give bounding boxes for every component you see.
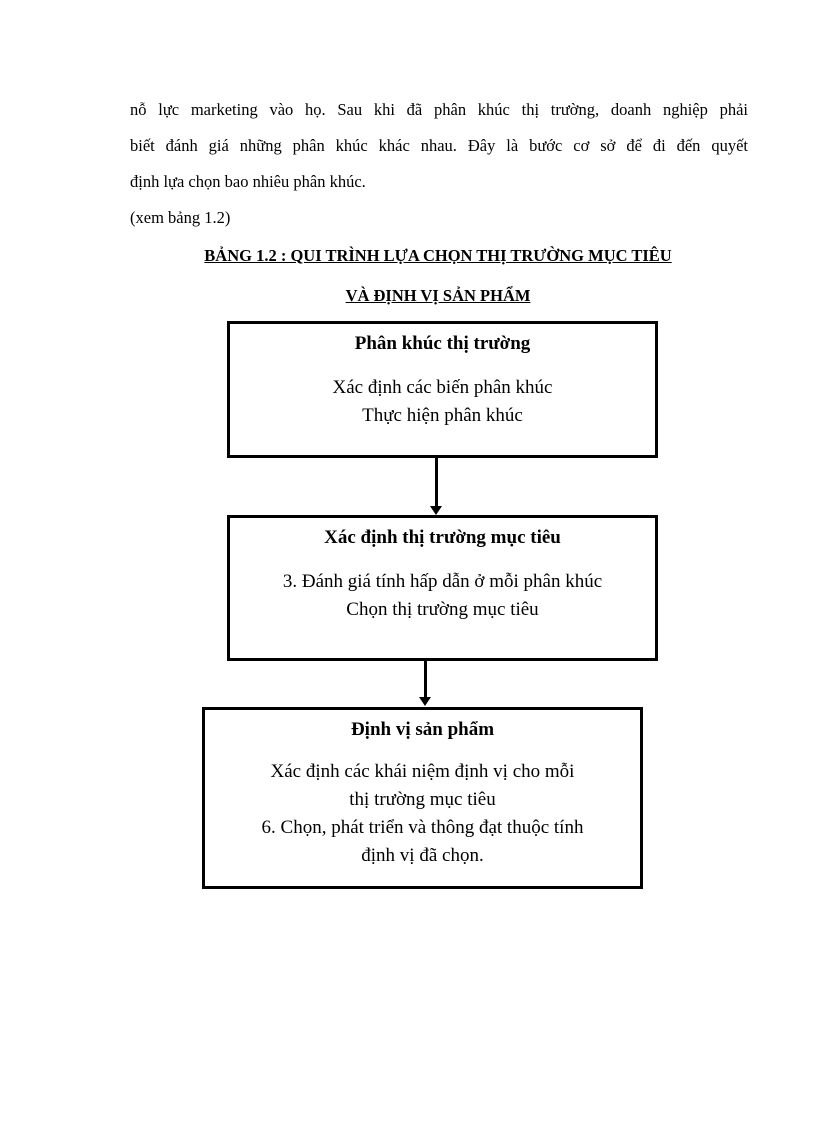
flowchart-box-targeting (227, 515, 658, 661)
paragraph-line-3: định lựa chọn bao nhiêu phân khúc. (130, 172, 366, 191)
step-title: Phân khúc thị trường (354, 333, 531, 354)
step-line: Thực hiện phân khúc (362, 405, 523, 426)
step-title: Định vị sản phẩm (350, 719, 495, 740)
table-heading-line-1: BẢNG 1.2 : QUI TRÌNH LỰA CHỌN THỊ TRƯỜNG MỤC TIÊU (204, 246, 672, 265)
paragraph-line-2: biết đánh giá những phân khúc khác nhau. Đây là bước cơ sở để đi đến quyết (130, 136, 748, 155)
paragraph-line-1: nỗ lực marketing vào họ. Sau khi đã phân khúc thị trường, doanh nghiệp phải (130, 100, 748, 119)
step-line: Chọn thị trường mục tiêu (346, 599, 539, 620)
flow-arrow-1 (435, 458, 438, 508)
flowchart-box-positioning (202, 707, 643, 889)
step-line: 6. Chọn, phát triển và thông đạt thuộc tính (261, 817, 584, 838)
table-heading-line-2: VÀ ĐỊNH VỊ SẢN PHẨM (345, 286, 531, 305)
flowchart-box-segmentation (227, 321, 658, 458)
flow-arrow-2 (424, 661, 427, 699)
paragraph-line-4: (xem bảng 1.2) (130, 208, 231, 227)
arrow-head-icon (419, 697, 431, 706)
arrow-head-icon (430, 506, 442, 515)
step-line: 3. Đánh giá tính hấp dẫn ở mỗi phân khúc (282, 571, 603, 592)
step-title: Xác định thị trường mục tiêu (324, 527, 561, 548)
step-line: Xác định các biến phân khúc (332, 377, 553, 398)
step-line: định vị đã chọn. (361, 845, 484, 866)
step-line: thị trường mục tiêu (349, 789, 496, 810)
step-line: Xác định các khái niệm định vị cho mỗi (270, 761, 575, 782)
